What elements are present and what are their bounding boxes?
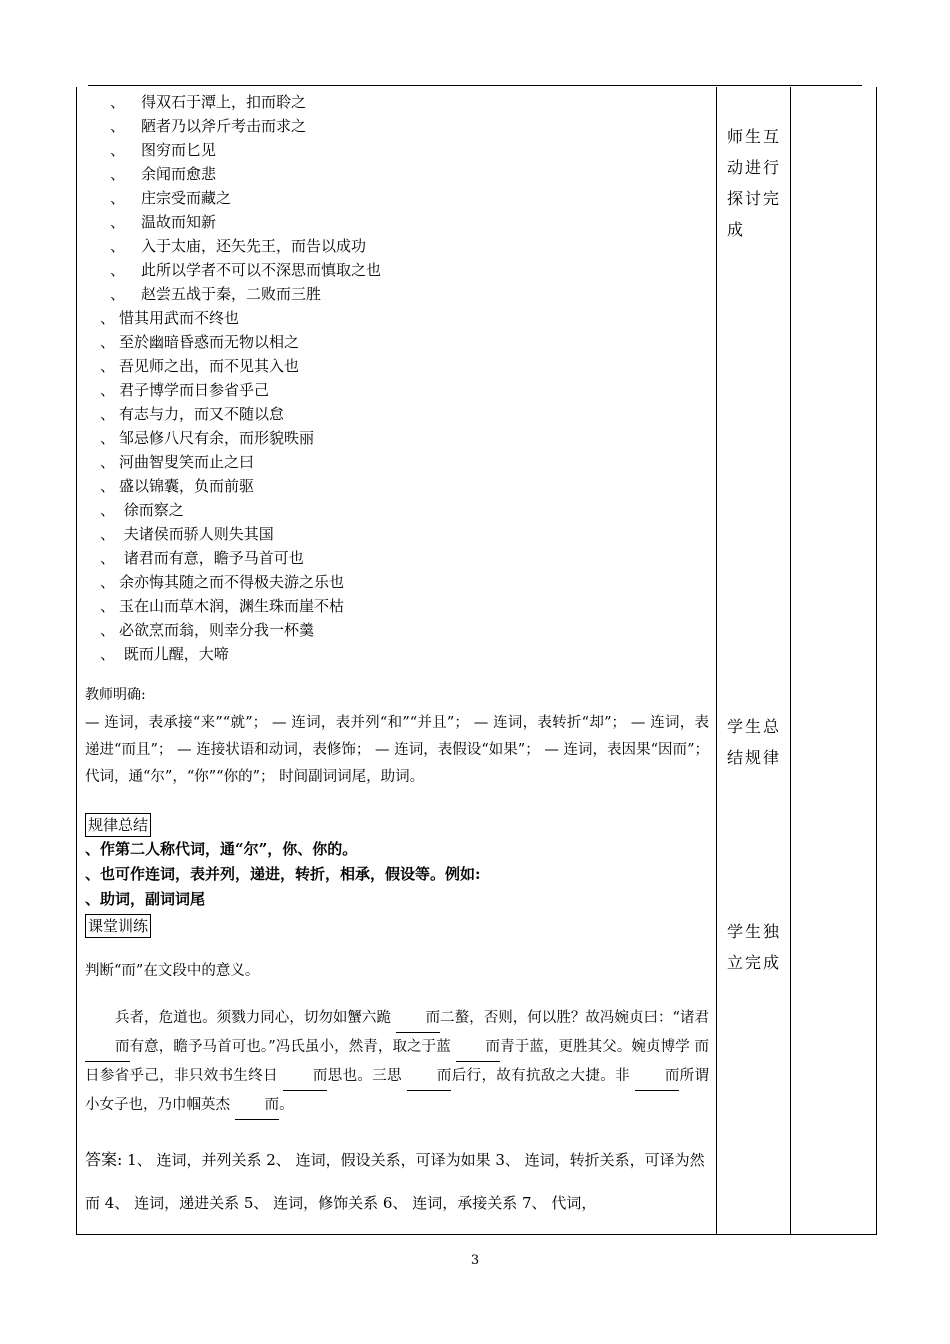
blank-answer: 而 [407, 1062, 452, 1091]
practice-section [85, 914, 709, 1120]
example-text: 有志与力，而又不随以怠 [119, 405, 285, 423]
example-text: 庄宗受而藏之 [141, 189, 232, 207]
example-text: 君子博学而日参省乎己 [119, 381, 270, 399]
practice-passage: 兵者，危道也。须戮力同心，切勿如蟹六跪 而二螯，否则，何以胜？故冯婉贞曰：“诸君 而有意，瞻予马首可也。”冯氏虽小，然青，取之于蓝 而青于蓝，更胜其父。婉贞博学 而日参省乎己，非只效书生终日 而思也。三思 而后行，故有抗敌之大捷。非 而所谓小女子也，乃巾帼英杰 而。 [85, 1004, 709, 1120]
rules-section [85, 813, 709, 912]
example-number: 、 [109, 93, 125, 111]
example-item [85, 642, 229, 666]
answer-text: 1、 连词，并列关系 2、 连词，假设关系，可译为如果 3、 连词，转折关系，可译为然而 4、 连词，递进关系 5、 连词，修饰关系 6、 连词，承接关系 7、 代词， [85, 1151, 705, 1212]
teacher-explanation: — 连词，表承接“来”“就”； — 连词，表并列“和”“并且”； — 连词，表转折“却”； — 连词，表递进“而且”； — 连接状语和动词，表修饰； — 连词，表假设“如果”； — 连词，表因果“因而”； 代词，通“尔”，“你”“你的”； 时间副词词尾，助词。 [85, 715, 709, 785]
column-divider [716, 87, 717, 1234]
example-number: 、 [99, 429, 115, 447]
example-number: 、 [109, 261, 125, 279]
example-number: 、 [99, 333, 115, 351]
answer-label: 答案: [85, 1150, 123, 1169]
side-note-summary: 学生总结规律 [727, 717, 782, 767]
example-number: 、 [99, 597, 115, 615]
example-text: 诸君而有意，瞻予马首可也 [119, 549, 304, 567]
example-text: 必欲烹而翁，则幸分我一杯羹 [119, 621, 315, 639]
example-number: 、 [99, 477, 115, 495]
blank-answer: 而 [235, 1091, 280, 1120]
rule-item: 、作第二人称代词，通“尔”，你、你的。 [85, 840, 358, 858]
example-text: 邹忌修八尺有余，而形貌昳丽 [119, 429, 315, 447]
example-item [85, 522, 274, 546]
example-number: 、 [109, 117, 125, 135]
example-text: 此所以学者不可以不深思而慎取之也 [141, 261, 382, 279]
example-number: 、 [99, 525, 115, 543]
example-item [85, 306, 239, 330]
example-text: 余闻而愈悲 [141, 165, 217, 183]
rule-item: 、助词，副词词尾 [85, 890, 206, 908]
example-item [85, 474, 254, 498]
example-text: 得双石于潭上，扣而聆之 [141, 93, 307, 111]
example-item [85, 114, 306, 138]
blank-answer: 而 [456, 1033, 501, 1062]
example-number: 、 [99, 573, 115, 591]
practice-title: 课堂训练 [85, 914, 151, 938]
example-text: 既而儿醒，大啼 [119, 645, 229, 663]
example-item [85, 570, 344, 594]
example-text: 夫诸侯而骄人则失其国 [119, 525, 274, 543]
header-rule [88, 85, 862, 86]
example-item [85, 90, 306, 114]
example-text: 吾见师之出，而不见其入也 [119, 357, 300, 375]
example-item [85, 282, 321, 306]
example-text: 徐而察之 [119, 501, 184, 519]
example-item [85, 498, 184, 522]
blank-answer: 而 [85, 1033, 130, 1062]
example-item [85, 258, 381, 282]
example-item [85, 162, 216, 186]
example-item [85, 426, 314, 450]
example-item [85, 330, 299, 354]
example-number: 、 [99, 381, 115, 399]
example-text: 惜其用武而不终也 [119, 309, 240, 327]
example-text: 温故而知新 [141, 213, 217, 231]
side-note-interaction: 师生互动进行探讨完成 [727, 127, 782, 239]
example-text: 玉在山而草木润，渊生珠而崖不枯 [119, 597, 345, 615]
example-item [85, 378, 269, 402]
teacher-label: 教师明确: [85, 687, 146, 703]
example-number: 、 [99, 405, 115, 423]
practice-instruction: 判断“而”在文段中的意义。 [85, 963, 260, 979]
example-number: 、 [99, 309, 115, 327]
lesson-table [76, 87, 877, 1235]
example-number: 、 [99, 549, 115, 567]
example-text: 至於幽暗昏惑而无物以相之 [119, 333, 300, 351]
example-text: 入于太庙，还矢先王，而告以成功 [141, 237, 367, 255]
example-item [85, 618, 314, 642]
blank-answer: 而 [396, 1004, 441, 1033]
example-item [85, 186, 231, 210]
rules-title: 规律总结 [85, 813, 151, 837]
example-item [85, 450, 254, 474]
example-number: 、 [109, 189, 125, 207]
example-number: 、 [99, 357, 115, 375]
example-text: 余亦悔其随之而不得极夫游之乐也 [119, 573, 345, 591]
example-number: 、 [99, 645, 115, 663]
example-item [85, 594, 344, 618]
example-number: 、 [99, 501, 115, 519]
blank-answer: 而 [635, 1062, 680, 1091]
example-text: 河曲智叟笑而止之曰 [119, 453, 255, 471]
example-number: 、 [109, 285, 125, 303]
answer-section [85, 1138, 709, 1225]
side-note-independent: 学生独立完成 [727, 922, 782, 972]
example-number: 、 [99, 621, 115, 639]
column-divider [790, 87, 791, 1234]
example-item [85, 210, 216, 234]
example-item [85, 138, 216, 162]
example-number: 、 [109, 165, 125, 183]
example-number: 、 [109, 213, 125, 231]
example-number: 、 [109, 141, 125, 159]
example-text: 盛以锦囊，负而前驱 [119, 477, 255, 495]
example-text: 赵尝五战于秦，二败而三胜 [141, 285, 322, 303]
example-item [85, 546, 304, 570]
example-item [85, 234, 366, 258]
teacher-section [85, 682, 709, 791]
example-number: 、 [99, 453, 115, 471]
example-item [85, 402, 284, 426]
example-text: 陋者乃以斧斤考击而求之 [141, 117, 307, 135]
example-item [85, 354, 299, 378]
blank-answer: 而 [283, 1062, 328, 1091]
rule-item: 、也可作连词，表并列，递进，转折，相承，假设等。例如: [85, 865, 481, 883]
example-text: 图穷而匕见 [141, 141, 217, 159]
example-number: 、 [109, 237, 125, 255]
page-number: 3 [470, 1253, 480, 1268]
